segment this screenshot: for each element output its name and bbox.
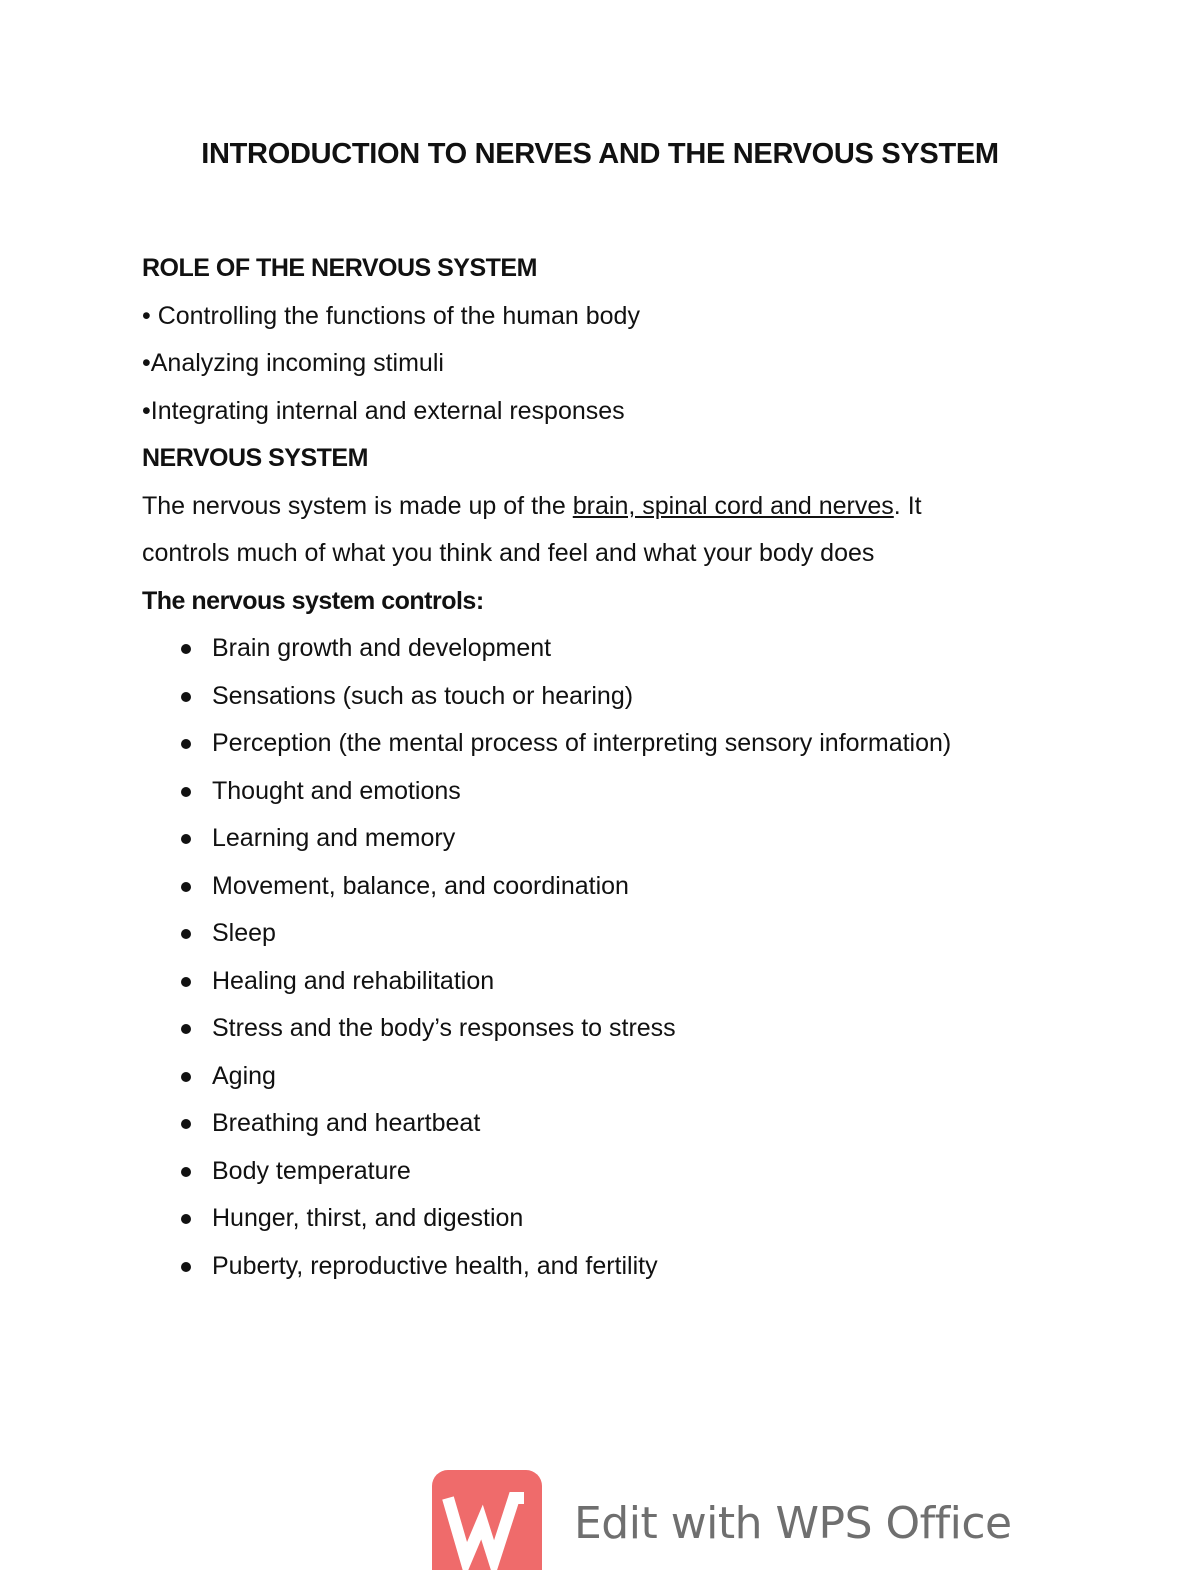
bullet-icon <box>181 739 191 749</box>
nervous-paragraph-line-1 <box>142 483 1082 531</box>
list-item-text: Puberty, reproductive health, and fertility <box>212 1251 658 1280</box>
bullet-icon <box>181 1262 191 1272</box>
list-item-text: Sleep <box>212 919 276 947</box>
controls-section-heading: The nervous system controls: <box>142 586 484 615</box>
bullet-icon <box>181 1119 191 1129</box>
list-item <box>142 625 1082 673</box>
bullet-icon <box>181 977 191 987</box>
document-title: INTRODUCTION TO NERVES AND THE NERVOUS SYSTEM <box>201 138 999 170</box>
list-item-text: Body temperature <box>212 1156 411 1185</box>
list-item <box>142 1053 1082 1101</box>
list-item <box>142 673 1082 721</box>
wps-watermark[interactable] <box>432 1470 1052 1560</box>
list-item <box>142 1195 1082 1243</box>
list-item-text: Healing and rehabilitation <box>212 966 495 995</box>
list-item-text: Movement, balance, and coordination <box>212 871 629 900</box>
bullet-icon <box>181 1024 191 1034</box>
list-item <box>142 958 1082 1006</box>
bullet-icon <box>181 1072 191 1082</box>
list-item <box>142 863 1082 911</box>
controls-list <box>142 625 1082 1290</box>
list-item-text: Brain growth and development <box>212 634 552 662</box>
list-item <box>142 1005 1082 1053</box>
list-item-text: Stress and the body’s responses to stress <box>212 1014 676 1042</box>
bullet-icon <box>181 1167 191 1177</box>
list-item <box>142 910 1082 958</box>
wps-logo-graphic <box>432 1470 542 1570</box>
role-item: •Analyzing incoming stimuli <box>142 349 444 377</box>
list-item-text: Breathing and heartbeat <box>212 1109 481 1137</box>
wps-edit-link[interactable]: Edit with WPS Office <box>574 1498 1012 1549</box>
role-item: • Controlling the functions of the human body <box>142 301 640 330</box>
paragraph-text: . It <box>893 491 922 520</box>
underlined-phrase: brain, spinal cord and nerves <box>572 491 894 520</box>
list-item-text: Perception (the mental process of interpreting sensory information) <box>212 729 952 757</box>
role-section-heading: ROLE OF THE NERVOUS SYSTEM <box>142 254 537 282</box>
document-body <box>142 245 1082 1290</box>
bullet-icon <box>181 929 191 939</box>
bullet-icon <box>181 644 191 654</box>
bullet-icon <box>181 834 191 844</box>
list-item <box>142 1100 1082 1148</box>
list-item-text: Thought and emotions <box>212 776 461 805</box>
list-item <box>142 1148 1082 1196</box>
bullet-icon <box>181 882 191 892</box>
bullet-icon <box>181 1214 191 1224</box>
bullet-icon <box>181 787 191 797</box>
list-item-text: Hunger, thirst, and digestion <box>212 1204 524 1232</box>
nervous-section-heading: NERVOUS SYSTEM <box>142 444 368 472</box>
list-item <box>142 1243 1082 1291</box>
list-item <box>142 768 1082 816</box>
list-item-text: Learning and memory <box>212 824 456 852</box>
list-item <box>142 815 1082 863</box>
list-item-text: Sensations (such as touch or hearing) <box>212 681 634 710</box>
bullet-icon <box>181 692 191 702</box>
list-item <box>142 720 1082 768</box>
role-item: •Integrating internal and external responses <box>142 396 625 425</box>
paragraph-text: The nervous system is made up of the <box>142 491 573 520</box>
wps-logo-icon <box>432 1470 542 1570</box>
list-item-text: Aging <box>212 1061 276 1090</box>
nervous-paragraph-line-2: controls much of what you think and feel and what your body does <box>142 539 875 567</box>
